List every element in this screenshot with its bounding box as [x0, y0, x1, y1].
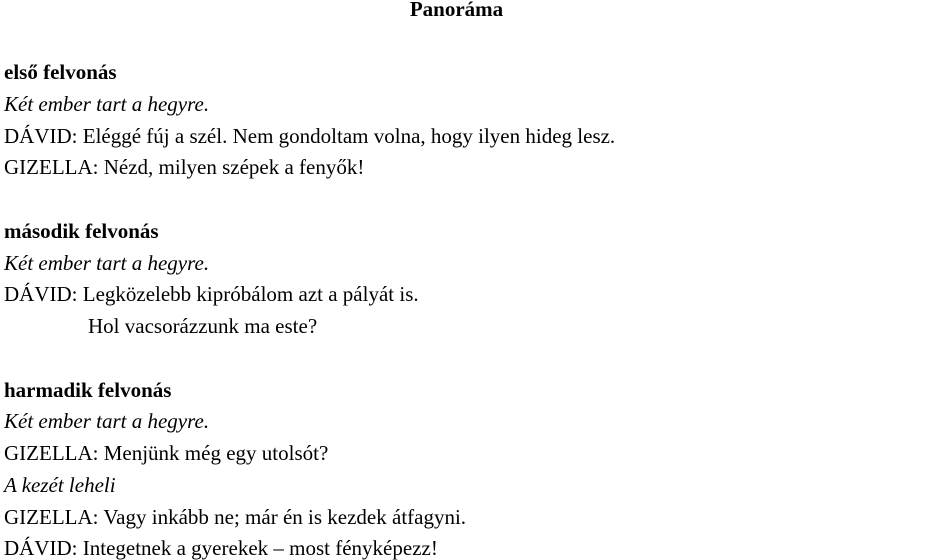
document-title: Panoráma [409, 0, 504, 21]
dialogue-line: GIZELLA: Menjünk még egy utolsót? [4, 441, 329, 465]
dialogue-line: DÁVID: Legközelebb kipróbálom azt a pályát is. [4, 282, 419, 306]
stage-direction: Két ember tart a hegyre. [4, 251, 210, 275]
dialogue-continuation: Hol vacsorázzunk ma este? [88, 314, 318, 338]
dialogue-line: GIZELLA: Nézd, milyen szépek a fenyők! [4, 155, 365, 179]
stage-direction: Két ember tart a hegyre. [4, 92, 210, 116]
act-heading: harmadik felvonás [4, 378, 172, 402]
act-heading: második felvonás [4, 219, 159, 243]
dialogue-line: DÁVID: Integetnek a gyerekek – most fényképezz! [4, 536, 438, 560]
dialogue-line: DÁVID: Eléggé fúj a szél. Nem gondoltam volna, hogy ilyen hideg lesz. [4, 124, 616, 148]
stage-direction: Két ember tart a hegyre. [4, 409, 210, 433]
act-heading: első felvonás [4, 60, 117, 84]
stage-direction: A kezét leheli [4, 473, 116, 497]
dialogue-line: GIZELLA: Vagy inkább ne; már én is kezdek átfagyni. [4, 505, 467, 529]
